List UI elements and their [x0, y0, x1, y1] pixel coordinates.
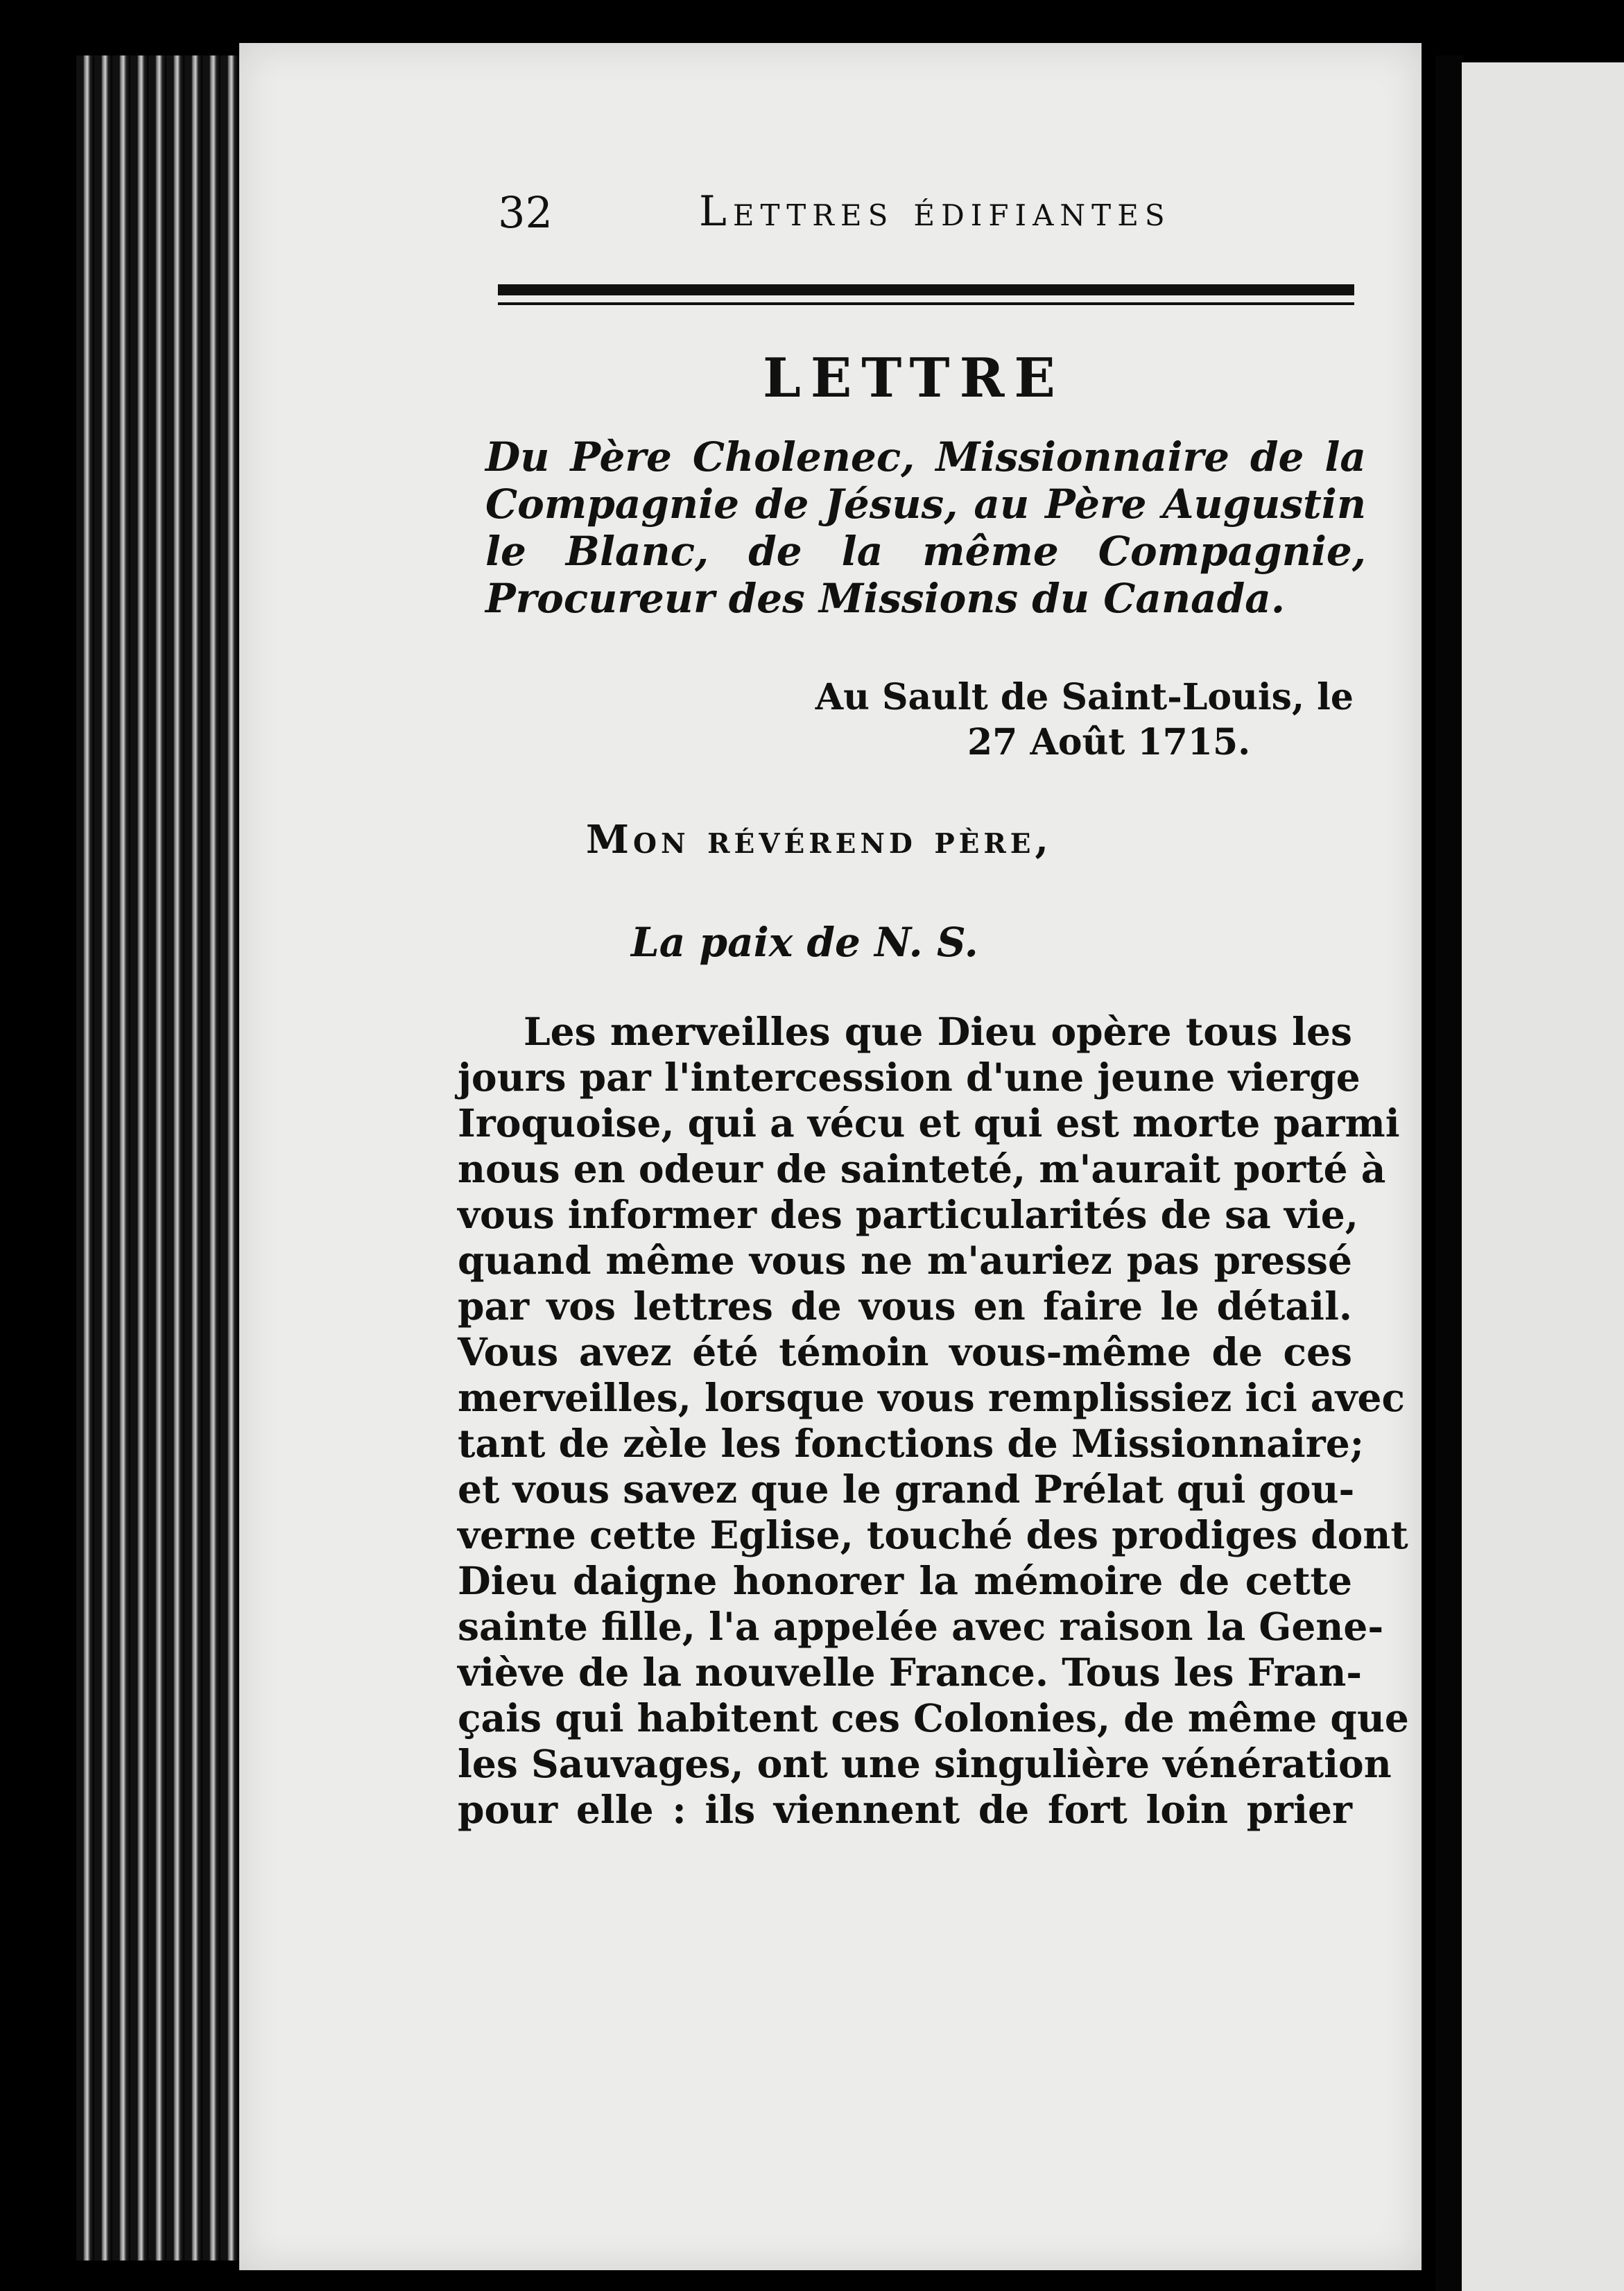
body-line: les Sauvages, ont une singulière vénération	[458, 1741, 1392, 1786]
body-line: Vous avez été témoin vous-même de ces	[458, 1329, 1352, 1374]
body-line: Dieu daigne honorer la mémoire de cette	[458, 1558, 1352, 1603]
body-line: verne cette Eglise, touché des prodiges dont	[458, 1512, 1408, 1557]
letter-subtitle: Du Père Cholenec, Missionnaire de la Compagnie de Jésus, au Père Augustin le Blanc, de la même Compagnie, Procureur des Missions du Canada.	[485, 433, 1366, 622]
letter-place: Au Sault de Saint-Louis, le	[815, 676, 1354, 718]
body-line: nous en odeur de sainteté, m'aurait porté à	[458, 1146, 1386, 1191]
letter-heading: LETTRE	[763, 347, 1065, 410]
header-rule-thin	[498, 302, 1354, 305]
body-line: jours par l'intercession d'une jeune vierge	[458, 1055, 1360, 1100]
letter-date: 27 Août 1715.	[967, 721, 1251, 763]
book-gutter	[1435, 55, 1463, 2291]
header-rule-thick	[498, 284, 1354, 295]
letter-body	[458, 1009, 1409, 1833]
body-line: merveilles, lorsque vous remplissiez ici avec	[458, 1375, 1406, 1420]
body-line: çais qui habitent ces Colonies, de même que	[458, 1695, 1409, 1740]
body-line: par vos lettres de vous en faire le détail.	[458, 1283, 1352, 1329]
body-line: sainte fille, l'a appelée avec raison la Gene-	[458, 1604, 1384, 1649]
body-line: vous informer des particularités de sa vie,	[458, 1192, 1358, 1237]
page-number: 32	[498, 187, 553, 238]
running-head	[498, 187, 1191, 250]
running-title: Lettres édifiantes	[699, 187, 1171, 236]
body-line: tant de zèle les fonctions de Missionnaire;	[458, 1421, 1365, 1466]
body-line: et vous savez que le grand Prélat qui gou-	[458, 1467, 1355, 1512]
body-line: Iroquoise, qui a vécu et qui est morte parmi	[458, 1100, 1400, 1146]
body-line: viève de la nouvelle France. Tous les Fran-	[458, 1650, 1363, 1695]
greeting: La paix de N. S.	[631, 919, 978, 966]
facing-page	[1462, 62, 1624, 2291]
body-line: Les merveilles que Dieu opère tous les	[524, 1009, 1352, 1054]
body-line: quand même vous ne m'auriez pas pressé	[458, 1238, 1352, 1283]
body-line: pour elle : ils viennent de fort loin prier	[458, 1787, 1352, 1832]
salutation: Mon révérend père,	[586, 817, 1053, 863]
book-page-edges	[76, 55, 243, 2260]
